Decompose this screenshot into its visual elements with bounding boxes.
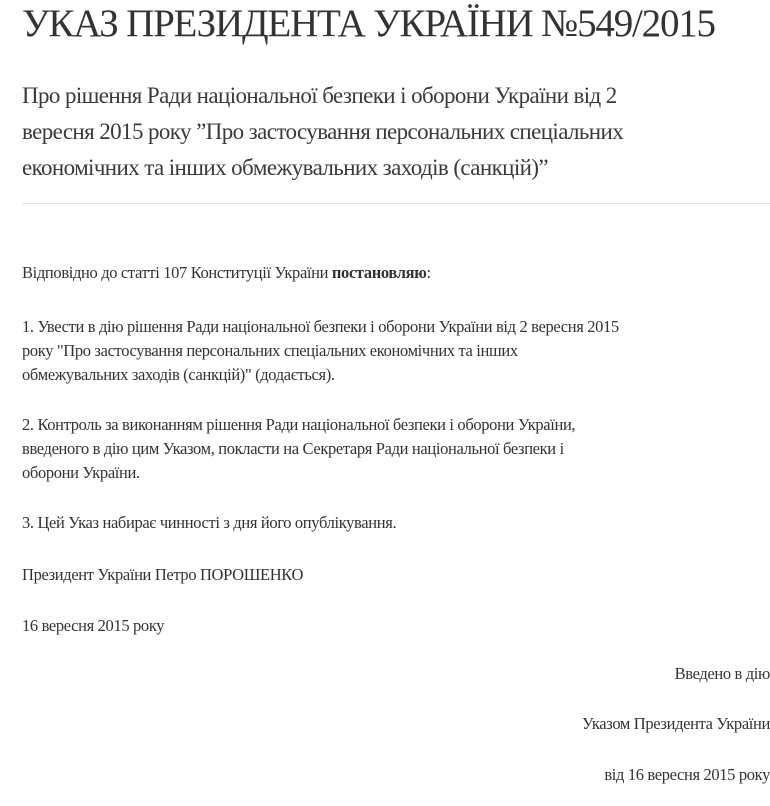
subtitle-line: Про рішення Ради національної безпеки і оборони України від 2 [22,83,617,108]
item-line: 3. Цей Указ набирає чинності з дня його опублікування. [22,513,397,532]
preamble [22,261,431,285]
item-3 [22,511,396,535]
item-line: року "Про застосування персональних спеціальних економічних та інших [22,341,518,360]
page-title: УКАЗ ПРЕЗИДЕНТА УКРАЇНИ №549/2015 [22,2,715,45]
signature: Президент України Петро ПОРОШЕНКО [22,565,304,584]
item-1 [22,315,619,387]
subtitle-line: економічних та інших обмежувальних заходів (санкцій)” [22,155,549,180]
item-line: оборони України. [22,463,140,482]
item-line: введеного в дію цим Указом, покласти на Секретаря Ради національної безпеки і [22,439,564,458]
decree-subtitle [22,78,623,186]
preamble-bold: постановляю [331,263,427,282]
item-2 [22,413,575,485]
enacted-line: Введено в дію [674,664,770,683]
subtitle-line: вересня 2015 року ”Про застосування персональних спеціальних [22,119,624,144]
item-line: обмежувальних заходів (санкцій)" (додається). [22,365,335,384]
decree-date: 16 вересня 2015 року [22,616,165,635]
enacted-line: Указом Президента України [581,714,770,733]
enacted-line: від 16 вересня 2015 року [604,765,770,784]
item-line: 1. Увести в дію рішення Ради національної безпеки і оборони України від 2 вересня 2015 [22,317,619,336]
item-line: 2. Контроль за виконанням рішення Ради національної безпеки і оборони України, [22,415,576,434]
divider [22,203,770,204]
preamble-end: : [426,263,431,282]
preamble-text: Відповідно до статті 107 Конституції України [22,263,332,282]
